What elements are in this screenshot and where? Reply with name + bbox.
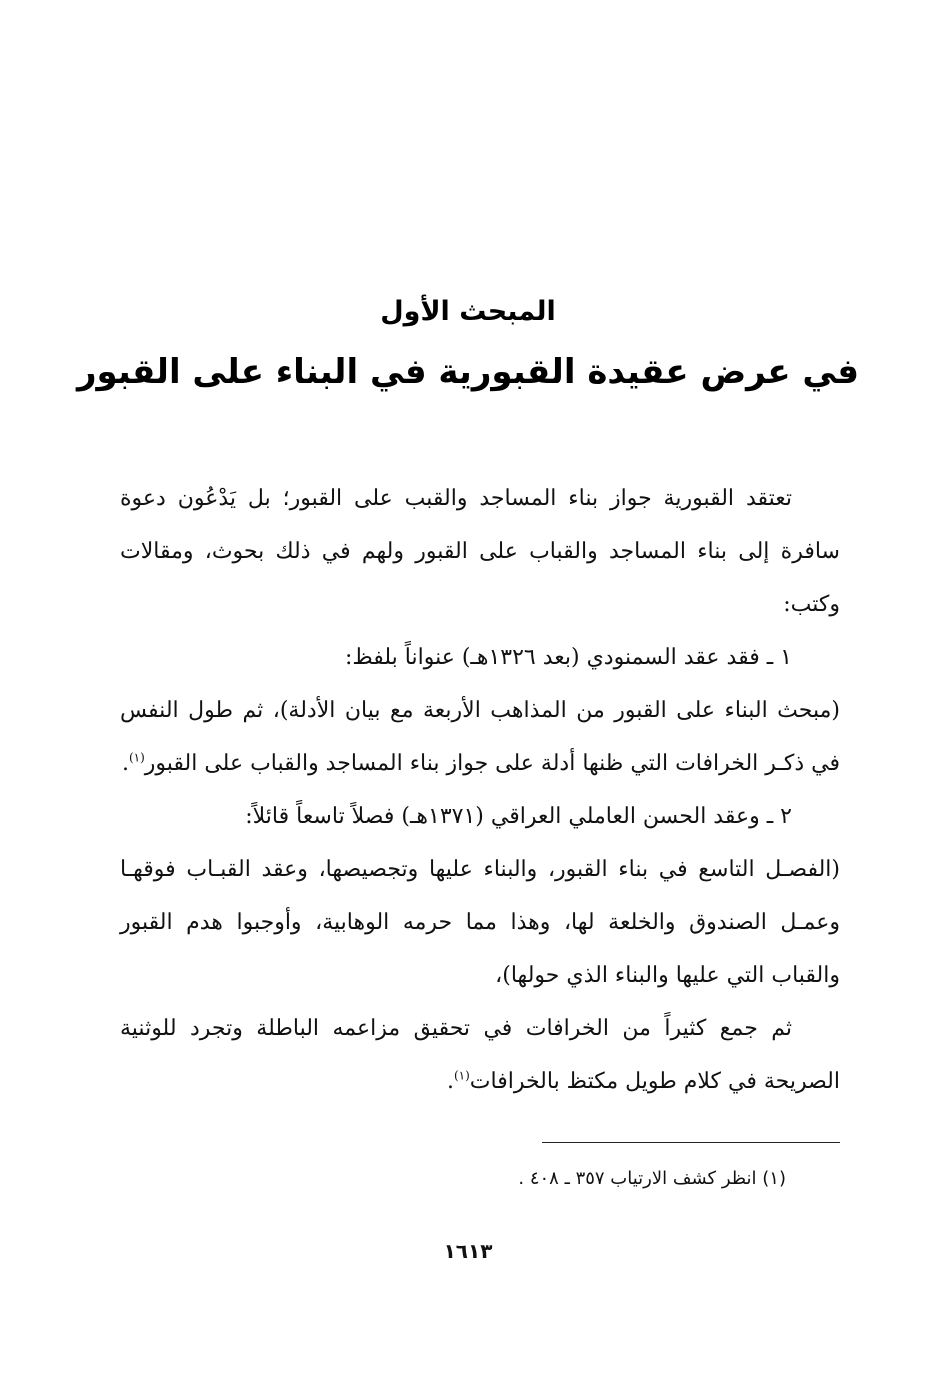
section-title: في عرض عقيدة القبورية في البناء على القبور [76, 352, 860, 392]
item-2-quote: (الفصـل التاسع في بناء القبور، والبناء عليها وتجصيصها، وعقد القبـاب فوقهـا وعمـل الصندوق والخلعة لها، وهذا مما حرمه الوهابية، وأوجبوا هدم القبور والقباب التي عليها والبناء الذي حولها)، [120, 857, 840, 988]
footnote-reference: (١) [453, 1068, 470, 1083]
item-2-after: ثم جمع كثيراً من الخرافات في تحقيق مزاعمه الباطلة وتجرد للوثنية الصريحة في كلام طويل مكتظ بالخرافات [120, 1016, 840, 1094]
footnote: (١) انظر كشف الارتياب ٣٥٧ ـ ٤٠٨ . [518, 1168, 786, 1189]
footnote-separator [542, 1142, 840, 1143]
item-1-end: . [121, 751, 129, 776]
item-1-lead: ١ ـ فقد عقد السمنودي (بعد ١٣٢٦هـ) عنواناً بلفظ: [344, 645, 792, 670]
intro-paragraph: تعتقد القبورية جواز بناء المساجد والقبب على القبور؛ بل يَدْعُون دعوة سافرة إلى بناء المساجد والقباب على القبور ولهم في ذلك بحوث، ومقالات وكتب: [120, 486, 840, 617]
item-2-end: . [446, 1069, 454, 1094]
item-1-quote: (مبحث البناء على القبور من المذاهب الأربعة مع بيان الأدلة)، ثم طول النفس في ذكـر الخرافات التي ظنها أدلة على جواز بناء المساجد والقباب على القبور [120, 698, 840, 776]
item-1-quote-paragraph [120, 684, 840, 790]
page-number: ١٦١٣ [443, 1239, 493, 1263]
item-2-after-paragraph [120, 1002, 840, 1108]
section-label: المبحث الأول [380, 296, 556, 327]
body-text [120, 472, 840, 1108]
footnote-reference: (١) [128, 750, 145, 765]
item-2-lead: ٢ ـ وعقد الحسن العاملي العراقي (١٣٧١هـ) فصلاً تاسعاً قائلاً: [245, 804, 792, 829]
